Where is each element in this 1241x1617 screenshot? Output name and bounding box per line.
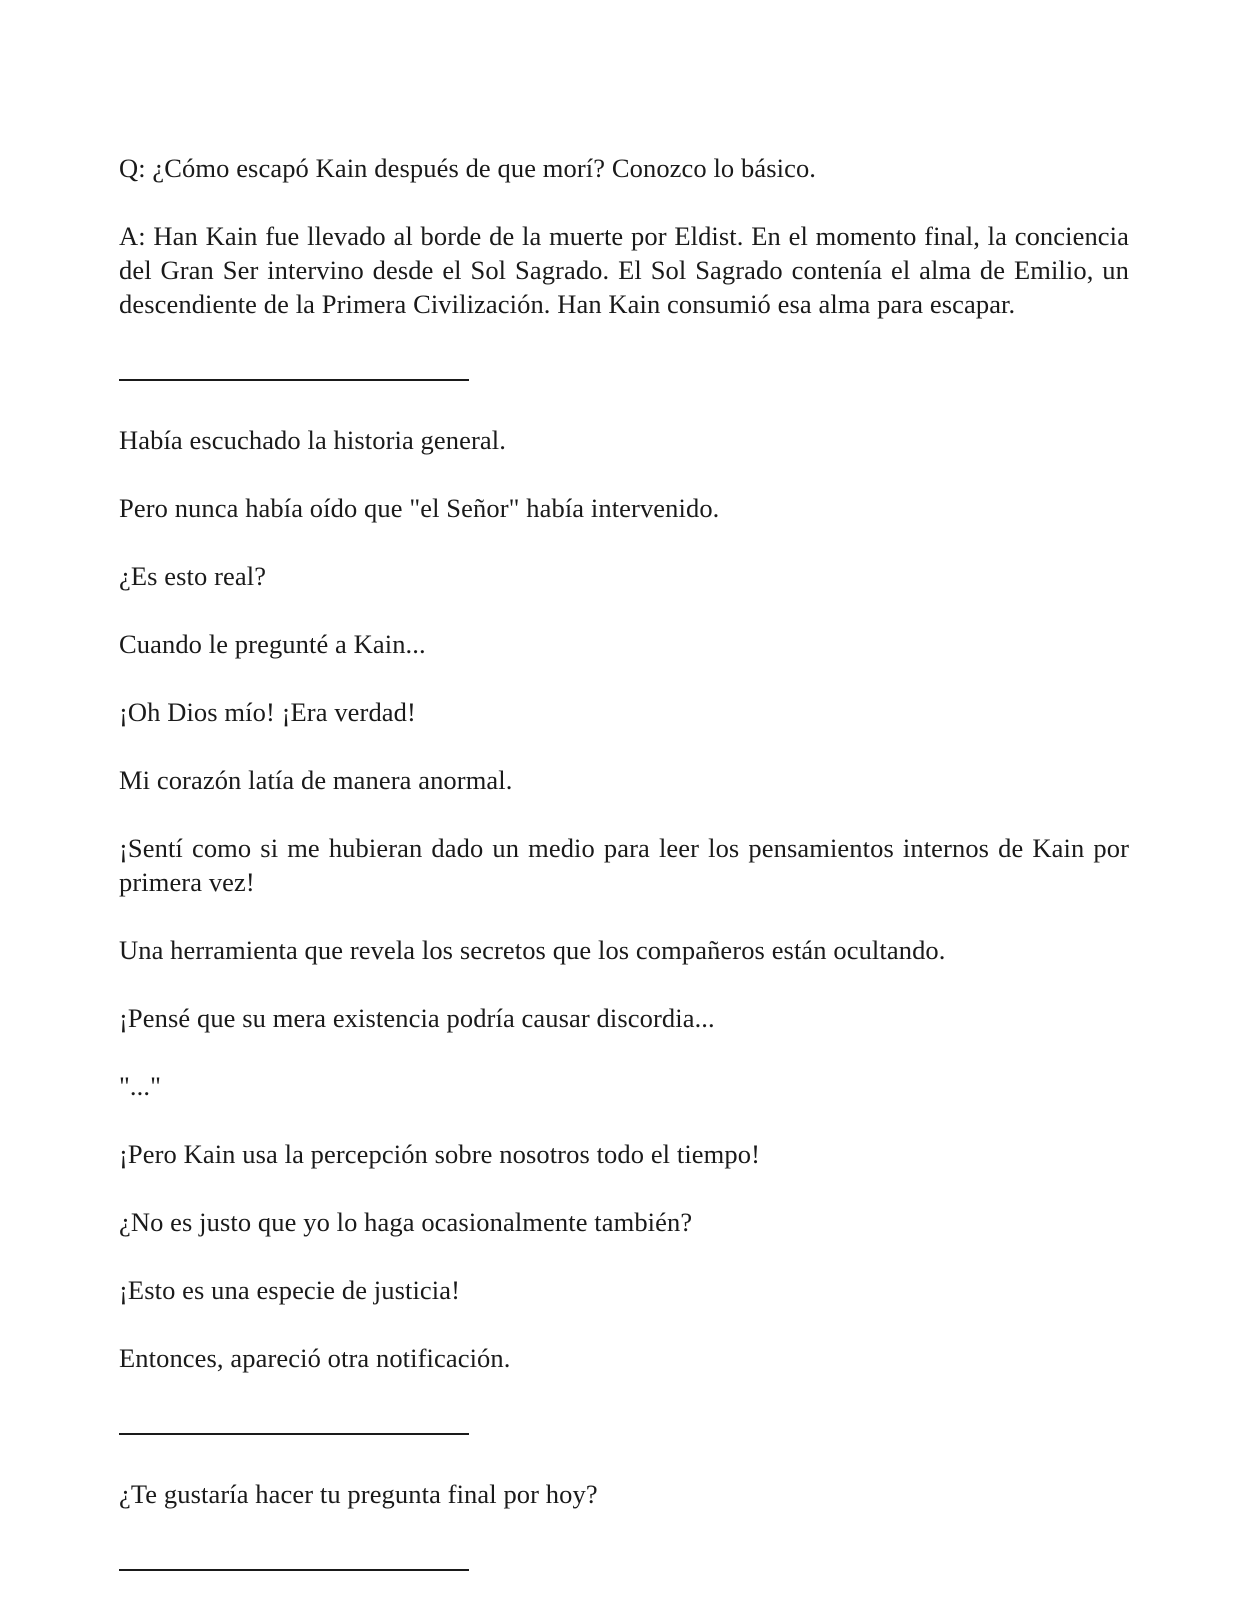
- paragraph: ¡Pensé que su mera existencia podría causar discordia...: [119, 1003, 715, 1033]
- paragraph: Había escuchado la historia general.: [119, 425, 506, 455]
- paragraph: "...": [119, 1071, 162, 1101]
- paragraph: ¿No es justo que yo lo haga ocasionalmente también?: [119, 1207, 693, 1237]
- paragraph: Cuando le pregunté a Kain...: [119, 629, 426, 659]
- paragraph: ¡Pero Kain usa la percepción sobre nosotros todo el tiempo!: [119, 1139, 760, 1169]
- document-page: [119, 151, 1129, 1613]
- paragraph: ¡Esto es una especie de justicia!: [119, 1275, 461, 1305]
- paragraph: Mi corazón latía de manera anormal.: [119, 765, 513, 795]
- paragraph: Pero nunca había oído que "el Señor" había intervenido.: [119, 493, 720, 523]
- question-paragraph: Q: ¿Cómo escapó Kain después de que morí? Conozco lo básico.: [119, 153, 817, 183]
- paragraph: Entonces, apareció otra notificación.: [119, 1343, 511, 1373]
- paragraph: ¿Te gustaría hacer tu pregunta final por hoy?: [119, 1479, 598, 1509]
- paragraph: ¡Sentí como si me hubieran dado un medio para leer los pensamientos internos de Kain por primera vez!: [119, 833, 1129, 897]
- answer-paragraph: A: Han Kain fue llevado al borde de la muerte por Eldist. En el momento final, la conciencia del Gran Ser intervino desde el Sol Sagrado. El Sol Sagrado contenía el alma de Emilio, un descendiente de la Primera Civilización. Han Kain consumió esa alma para escapar.: [119, 221, 1129, 319]
- paragraph: ¿Es esto real?: [119, 561, 267, 591]
- separator-line: [119, 355, 1129, 389]
- separator-line: [119, 1545, 1129, 1579]
- paragraph: ¡Oh Dios mío! ¡Era verdad!: [119, 697, 416, 727]
- paragraph: Una herramienta que revela los secretos que los compañeros están ocultando.: [119, 935, 946, 965]
- separator-line: [119, 1409, 1129, 1443]
